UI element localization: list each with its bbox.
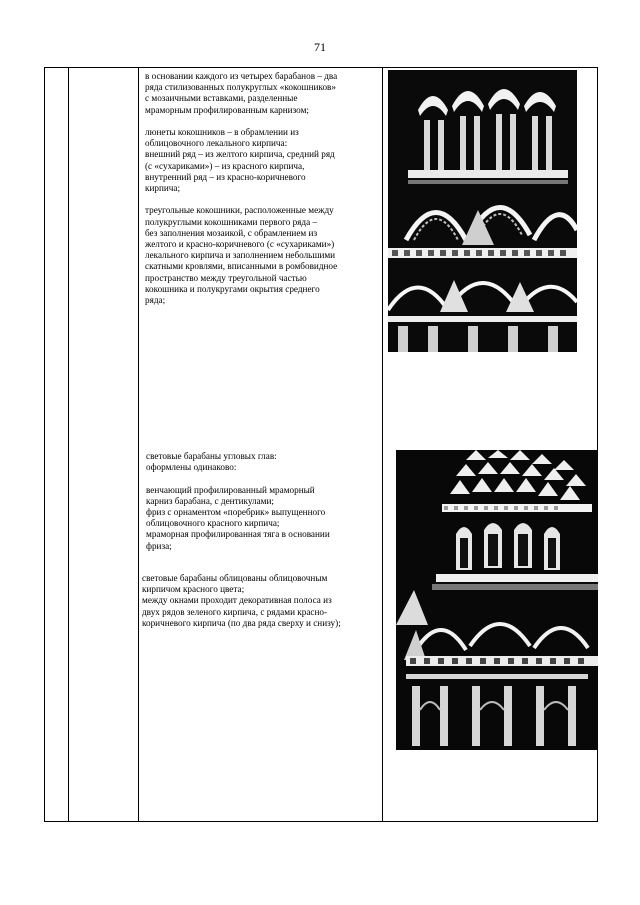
column-divider (68, 68, 69, 821)
text-line: желтого и красно-коричневого (с «сухариками») (145, 239, 335, 250)
text-line: внутренний ряд – из красно-коричневого (145, 171, 306, 182)
text-line: в основании каждого из четырех барабанов – два (145, 71, 338, 81)
text-line: облицовочного красного кирпича; (146, 518, 280, 529)
text-line: двух рядов зеленого кирпича, с рядами красно- (142, 606, 328, 617)
text-line: без заполнения мозаикой, с обрамлением из (145, 227, 318, 238)
text-line: фриз с орнаментом «поребрик» выпущенного (146, 507, 326, 517)
text-line: лекального кирпича и заполнением небольшими (145, 250, 336, 261)
text-line: коричневого кирпича (по два ряда сверху и снизу); (142, 617, 341, 628)
row2-description-part2 (142, 573, 341, 629)
text-line: ряда; (145, 295, 166, 306)
text-line: скатными кровлями, вписанными в ромбовидное (145, 261, 338, 272)
text-line: мраморным профилированным карнизом; (145, 104, 309, 115)
text-line: между окнами проходит декоративная полоса из (142, 595, 332, 606)
text-line: треугольные кокошники, расположенные между (145, 205, 334, 216)
text-line: оформлены одинаково: (146, 462, 237, 473)
church-drum-kokoshniki-photo (388, 70, 577, 352)
text-line: внешний ряд – из желтого кирпича, средний ряд (145, 149, 335, 160)
text-line: ряда стилизованных полукруглых «кокошников» (145, 82, 336, 93)
text-line: облицовочного лекального кирпича: (145, 138, 288, 149)
text-line: кокошника и полукругами окрытия среднего (145, 283, 320, 294)
page-number: 71 (314, 40, 326, 54)
text-line: полукруглыми кокошниками первого ряда – (145, 216, 318, 227)
column-divider (382, 68, 383, 821)
corner-dome-drum-photo (396, 450, 598, 750)
text-line: карниз барабана, с дентикулами; (146, 495, 274, 506)
text-line: люнеты кокошников – в обрамлении из (145, 127, 299, 137)
description-table (44, 67, 598, 822)
row1-description (145, 71, 337, 306)
column-divider (138, 68, 139, 821)
text-line: кирпичом красного цвета; (142, 584, 245, 595)
text-line: кирпича; (145, 183, 181, 194)
text-line: венчающий профилированный мраморный (146, 484, 315, 495)
text-line: (с «сухариками») – из красного кирпича, (145, 160, 305, 171)
text-line: световые барабаны облицованы облицовочным (142, 573, 328, 583)
text-line: с мозаичными вставками, разделенные (145, 93, 298, 104)
text-line: пространство между треугольной частью (145, 272, 307, 283)
text-line: фриза; (146, 540, 172, 551)
text-line: световые барабаны угловых глав: (146, 451, 277, 461)
text-line: мраморная профилированная тяга в основании (146, 529, 330, 540)
row2-description-part1 (146, 451, 330, 552)
